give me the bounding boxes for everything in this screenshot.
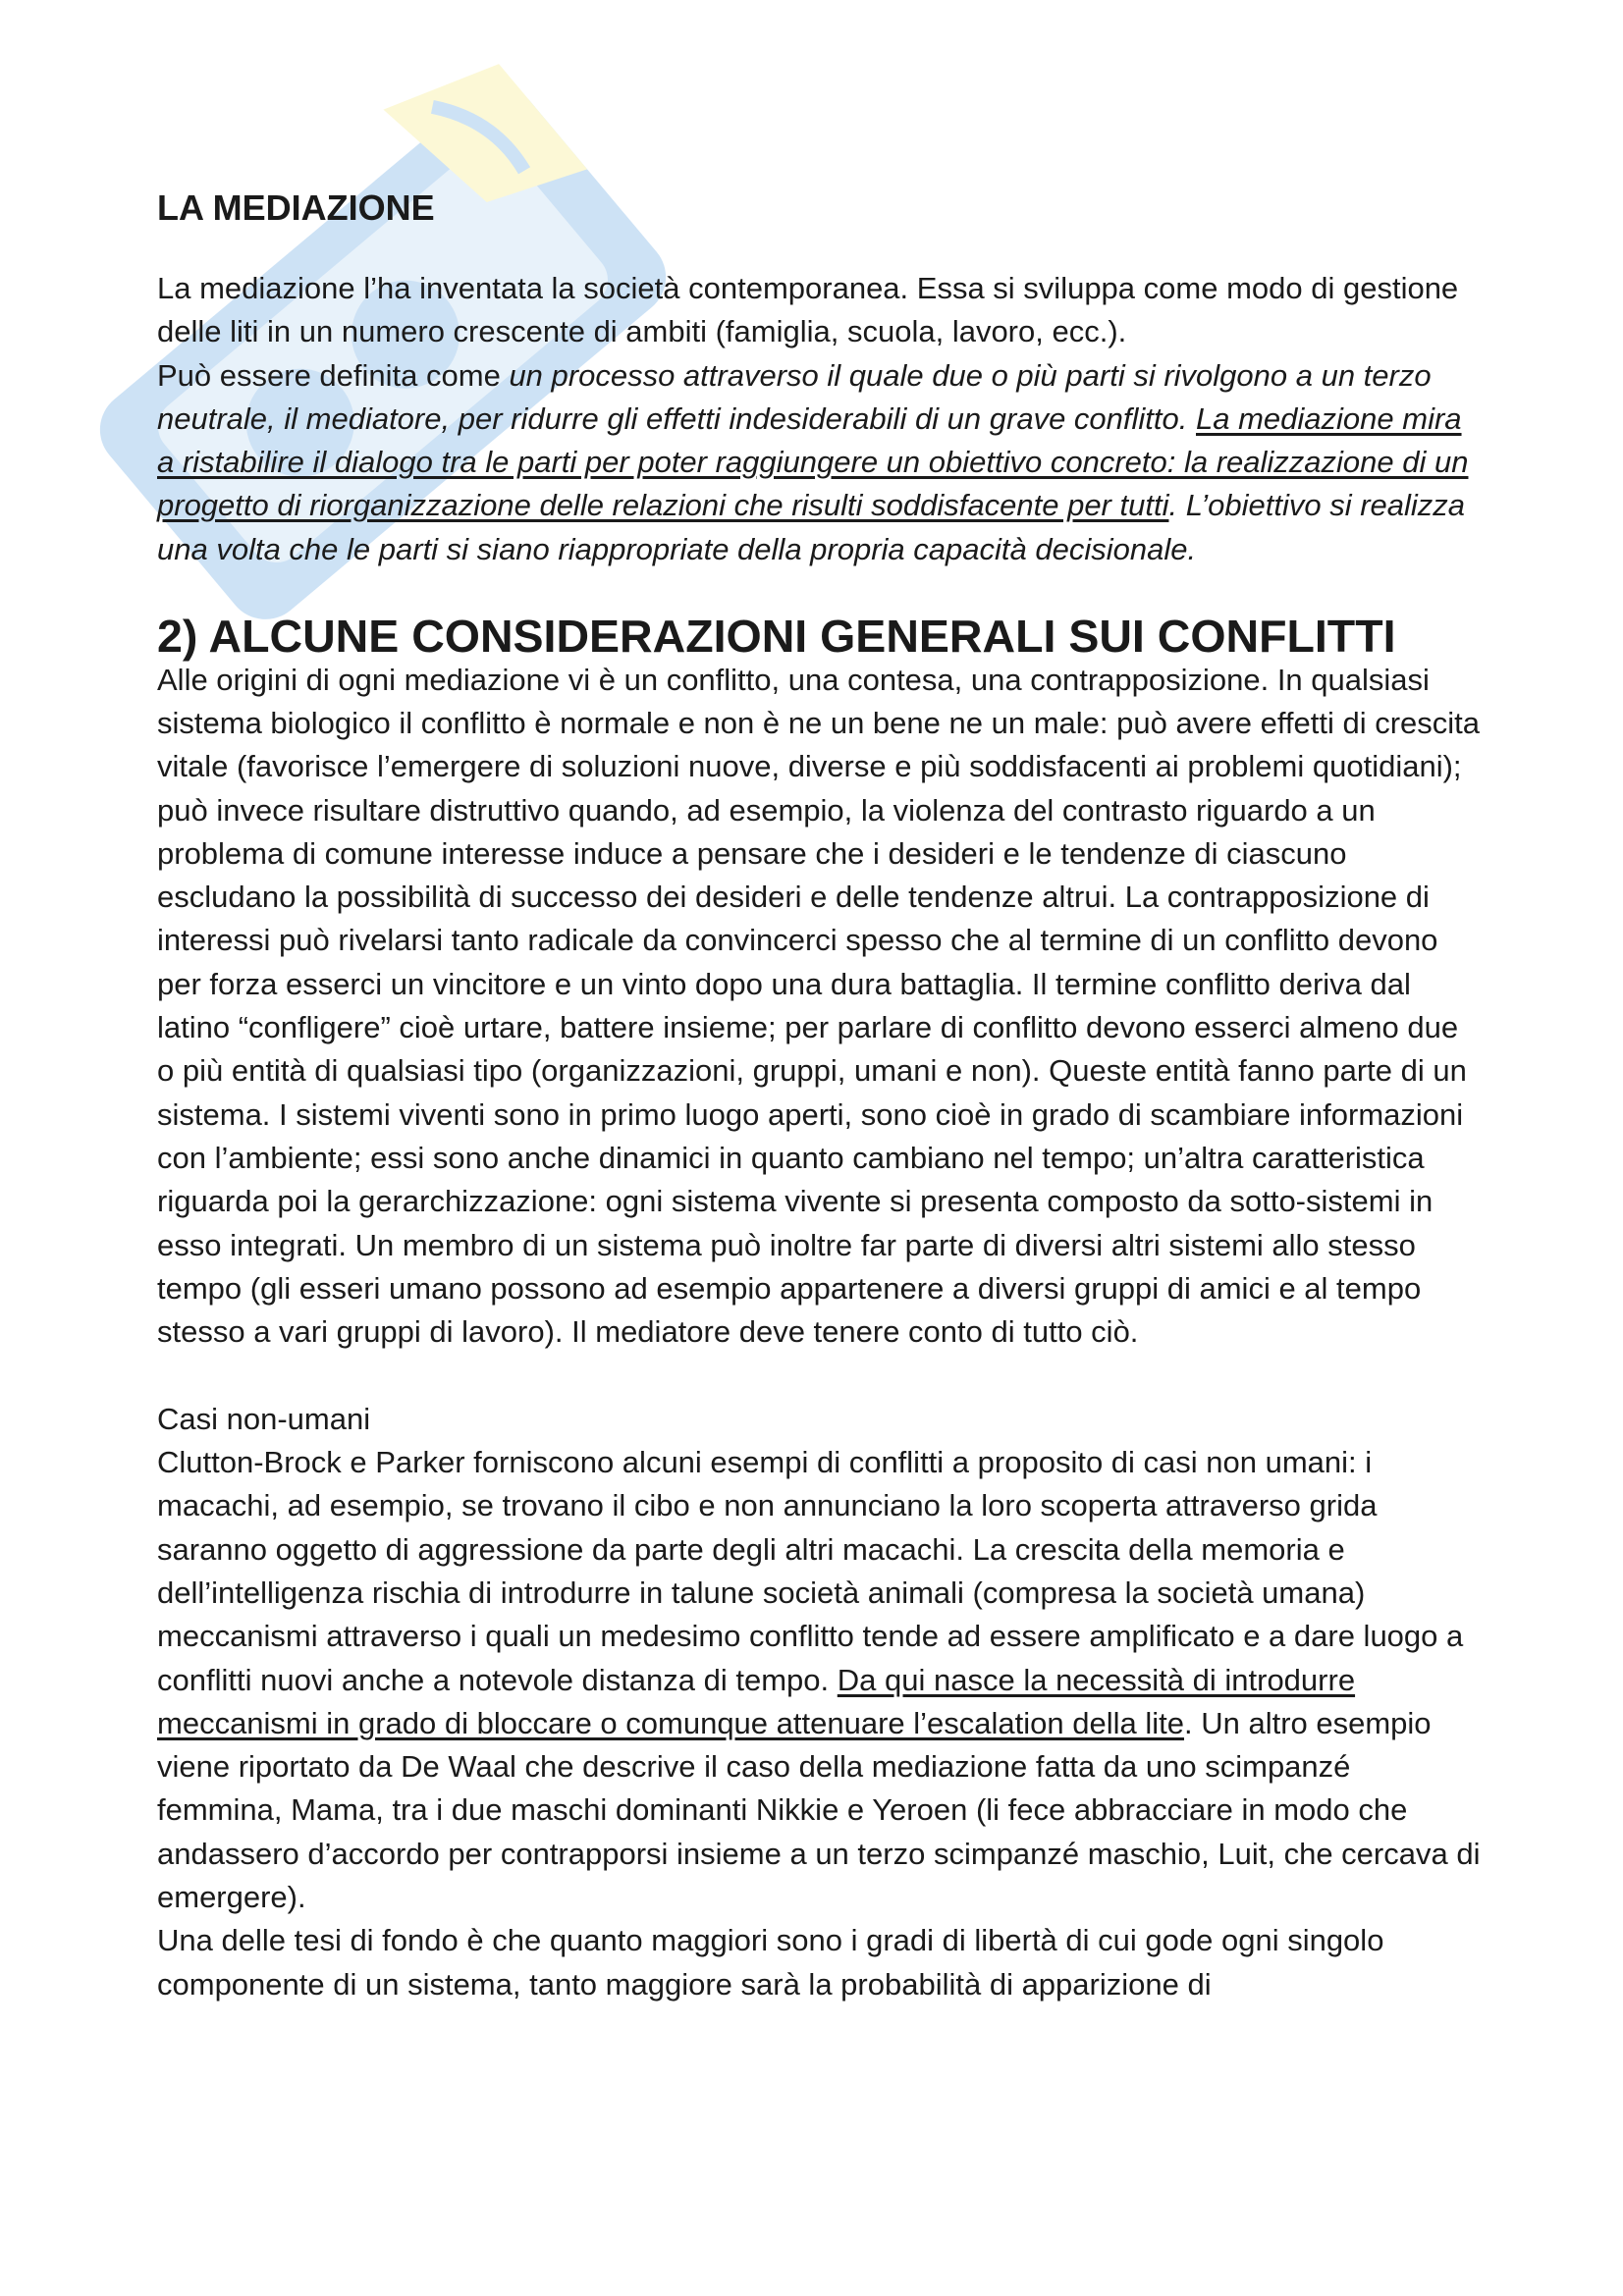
intro-paragraph-2 <box>157 354 1483 571</box>
intro-paragraph-1: La mediazione l’ha inventata la società contemporanea. Essa si sviluppa come modo di gestione delle liti in un numero crescente di ambiti (famiglia, scuola, lavoro, ecc.). <box>157 271 1459 349</box>
non-human-body-tail: . Un altro esempio viene riportato da De Waal che descrive il caso della mediazione fatta da uno scimpanzé femmina, Mama, tra i due maschi dominanti Nikkie e Yeroen (li fece abbracciare in modo che andassero d’accordo per contrapporsi insieme a un terzo scimpanzé maschio, Luit, che cercava di emergere). <box>157 1705 1481 1914</box>
section-2-heading: 2) ALCUNE CONSIDERAZIONI GENERALI SUI CONFLITTI <box>157 611 1396 663</box>
definition-lead: Può essere definita come <box>157 357 510 393</box>
definition-tail: . L’obiettivo si realizza una volta che le parti si siano riappropriate della propria capacità decisionale. <box>157 488 1466 566</box>
non-human-body-underlined: Da qui nasce la necessità di introdurre meccanismi in grado di bloccare o comunque attenuare l’escalation della lite <box>157 1662 1356 1740</box>
paragraph-spacer <box>157 571 1483 614</box>
final-paragraph: Una delle tesi di fondo è che quanto maggiori sono i gradi di libertà di cui gode ogni singolo componente di un sistema, tanto maggiore sarà la probabilità di apparizione di <box>157 1923 1384 2002</box>
non-human-body-lead: Clutton-Brock e Parker forniscono alcuni esempi di conflitti a proposito di casi non umani: i macachi, ad esempio, se trovano il cibo e non annunciano la loro scoperta attraverso grida saranno oggetto di aggressione da parte degli altri macachi. La crescita della memoria e dell’intelligenza rischia di introdurre in talune società animali (compresa la società umana) meccanismi attraverso i quali un medesimo conflitto tende ad essere amplificato e a dare luogo a conflitti nuovi anche a notevole distanza di tempo. <box>157 1445 1464 1697</box>
definition-italic: un processo attraverso il quale due o più parti si rivolgono a un terzo neutrale, il mediatore, per ridurre gli effetti indesiderabili di un grave conflitto. <box>157 357 1432 436</box>
paragraph-spacer <box>157 1354 1483 1397</box>
document-content <box>157 187 1483 2006</box>
definition-underlined: La mediazione mira a ristabilire il dialogo tra le parti per poter raggiungere un obiettivo concreto: la realizzazione di un progetto di riorganizzazione delle relazioni che risulti soddisfacente per tutti <box>157 400 1469 523</box>
non-human-heading: Casi non-umani <box>157 1401 371 1436</box>
non-human-body <box>157 1441 1483 1919</box>
section-2-body: Alle origini di ogni mediazione vi è un conflitto, una contesa, una contrapposizione. In qualsiasi sistema biologico il conflitto è normale e non è ne un bene ne un male: può avere effetti di crescita vitale (favorisce l’emergere di soluzioni nuove, diverse e più soddisfacenti ai problemi quotidiani); può invece risultare distruttivo quando, ad esempio, la violenza del contrasto riguardo a un problema di comune interesse induce a pensare che i desideri e le tendenze di ciascuno escludano la possibilità di successo dei desideri e delle tendenze altrui. La contrapposizione di interessi può rivelarsi tanto radicale da convincerci spesso che al termine di un conflitto devono per forza esserci un vincitore e un vinto dopo una dura battaglia. Il termine conflitto deriva dal latino “confligere” cioè urtare, battere insieme; per parlare di conflitto devono esserci almeno due o più entità di qualsiasi tipo (organizzazioni, gruppi, umani e non). Queste entità fanno parte di un sistema. I sistemi viventi sono in primo luogo aperti, sono cioè in grado di scambiare informazioni con l’ambiente; essi sono anche dinamici in quanto cambiano nel tempo; un’altra caratteristica riguarda poi la gerarchizzazione: ogni sistema vivente si presenta composto da sotto-sistemi in esso integrati. Un membro di un sistema può inoltre far parte di diversi altri sistemi allo stesso tempo (gli esseri umano possono ad esempio appartenere a diversi gruppi di amici e al tempo stesso a vari gruppi di lavoro). Il mediatore deve tenere conto di tutto ciò. <box>157 662 1481 1350</box>
document-title: LA MEDIAZIONE <box>157 187 435 228</box>
